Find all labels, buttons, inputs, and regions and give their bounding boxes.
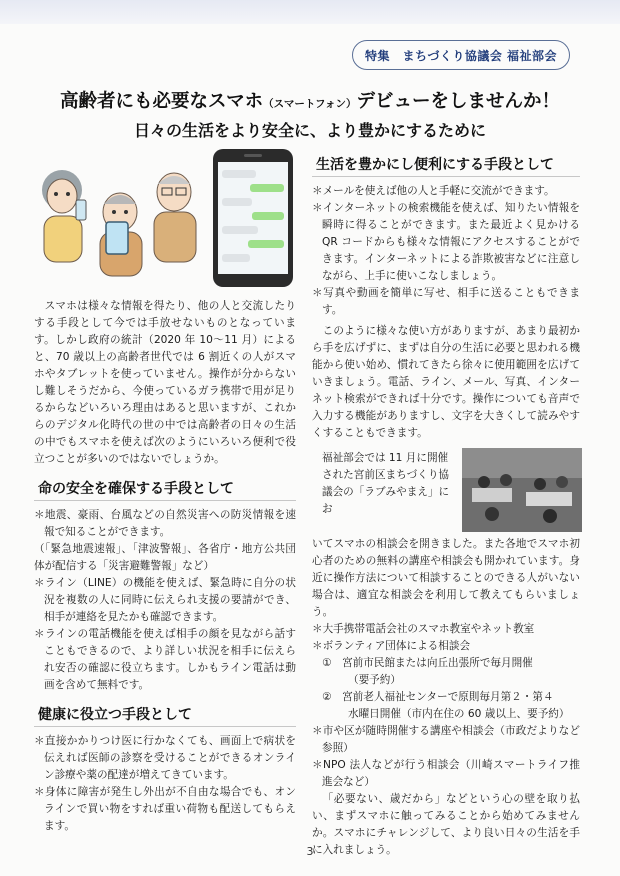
main-title-part1: 高齢者にも必要なスマホ	[59, 91, 264, 112]
council-item-3: ＊市や区が随時開催する講座や相談会（市政だよりなど参照）	[312, 725, 580, 754]
illustration	[34, 146, 296, 294]
intro-paragraph: スマホは様々な情報を得たり、他の人と交流したりする手段として今では手放せないものとなっています。しかし政府の統計（2020 年 10～11 月）によると、70 歳以上の高齢者世代では 6 割近くの人がスマホやタブレットを使っていません。操作が分からないし難しそうだから、今使っているガラ携帯で用が足りるからなどいろいろ理由はあると思いますが、これからのデジタル化時代の世の中では高齢者の日々の生活の中でもスマホを使えば次のようにいろいろ便利で役立つことが多いのではないでしょうか。	[34, 300, 296, 465]
life-item-3: ＊写真や動画を簡単に写せ、相手に送ることもできます。	[312, 287, 580, 316]
life-item-2: ＊インターネットの検索機能を使えば、知りたい情報を瞬時に得ることができます。また最近よく見かける QR コードからも様々な情報にアクセスすることができます。インターネットによる詐欺被害などに注意しながら、上手に使いこなしましょう。	[312, 202, 580, 282]
top-band	[0, 0, 620, 24]
left-column	[34, 146, 296, 835]
council-item-2: ＊ボランティア団体による相談会	[312, 640, 471, 652]
life-paragraph: このように様々な使い方がありますが、あまり最初から手を広げずに、まずは自分の生活に必要と思われる機能から使い始め、慣れてきたら徐々に使用範囲を広げていきましょう。電話、ライン、メール、写真、インターネット検索ができれば十分です。操作についても音声で入力する機能がありますし、文字を大きくして読みやすくすることもできます。	[312, 325, 580, 439]
health-heading: 健康に役立つ手段として	[34, 704, 296, 727]
council-sub-2-note: 水曜日開催（市内在住の 60 歳以上、要予約）	[348, 708, 570, 720]
council-sub-2: ② 宮前老人福祉センターで原則毎月第２・第４	[322, 691, 554, 703]
council-sub-1-note: （要予約）	[348, 674, 401, 686]
health-item-2: ＊身体に障害が発生し外出が不自由な場合でも、オンラインで買い物をすれば重い荷物も配送してもらえます。	[34, 786, 296, 832]
main-title-note: （スマートフォン）	[263, 98, 357, 110]
right-column	[312, 146, 580, 859]
main-title	[0, 87, 620, 113]
smartphone-illustration	[212, 148, 294, 288]
safety-item-1: ＊地震、豪雨、台風などの自然災害への防災情報を速報で知ることができます。	[34, 509, 296, 538]
subtitle: 日々の生活をより安全に、より豊かにするために	[133, 121, 486, 140]
safety-item-2: （「緊急地震速報」、「津波警報」、各省庁・地方公共団体が配信する「災害避難警報」など）	[34, 543, 296, 572]
council-item-4: ＊NPO 法人などが行う相談会（川崎スマートライフ推進会など）	[312, 759, 580, 788]
page-number: 3	[306, 845, 314, 858]
council-sub-1: ① 宮前市民館または向丘出張所で毎月開催	[322, 657, 533, 669]
health-item-1: ＊直接かかりつけ医に行かなくても、画面上で病状を伝えれば医師の診察を受けることができるオンライン診療や薬の配達が増えてきています。	[34, 735, 296, 781]
safety-item-3: ＊ライン（LINE）の機能を使えば、緊急時に自分の状況を複数の人に同時に伝えられ支援の要請ができ、相手が連絡を見たかも確認できます。	[34, 577, 296, 623]
council-item-1: ＊大手携帯電話会社のスマホ教室やネット教室	[312, 623, 535, 635]
council-paragraph: いてスマホの相談会を開きました。また各地でスマホ初心者のための無料の講座や相談会も開かれています。身近に操作方法について相談することのできる人がいない場合は、適宜な相談会を利用して教えてもらいましょう。	[312, 538, 580, 618]
safety-item-4: ＊ラインの電話機能を使えば相手の顔を見ながら話すこともできるので、より詳しい状況を相手に伝えられ安否の確認に役立ちます。しかもライン電話は動画を含めて無料です。	[34, 628, 296, 691]
section-tag: 特集 まちづくり協議会 福祉部会	[352, 40, 570, 70]
life-heading: 生活を豊かにし便利にする手段として	[312, 154, 580, 177]
main-title-part2: デビューをしませんか！	[356, 91, 561, 112]
closing-paragraph: 「必要ない、歳だから」などという心の壁を取り払い、まずスマホに触ってみることから始めてみませんか。スマホにチャレンジして、より良い日々の生活を手に入れましょう。	[312, 793, 580, 856]
seniors-illustration	[34, 152, 206, 282]
life-item-1: ＊メールを使えば他の人と手軽に交流ができます。	[312, 185, 555, 197]
consultation-photo	[462, 448, 582, 532]
council-intro-text: 福祉部会では 11 月に開催された宮前区まちづくり協議会の「ラブみやまえ」にお	[322, 452, 450, 515]
council-photo-block	[312, 450, 580, 536]
safety-heading: 命の安全を確保する手段として	[34, 478, 296, 501]
